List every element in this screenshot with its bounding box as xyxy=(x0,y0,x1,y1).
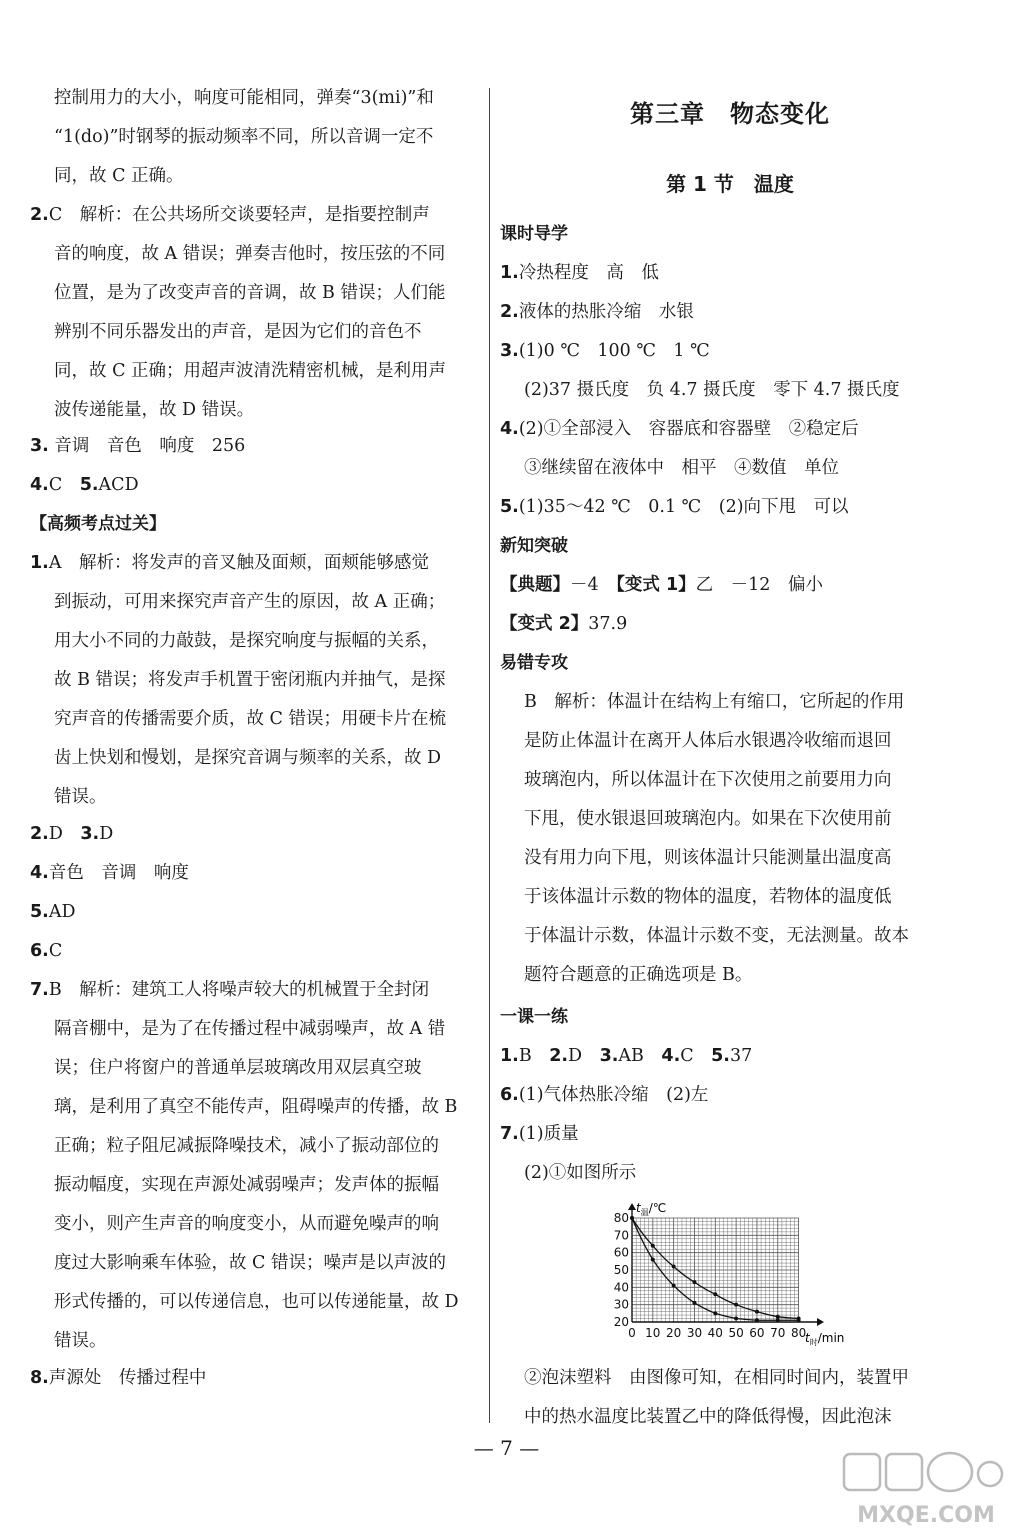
answer-item: 4.C 5.ACD xyxy=(30,475,139,495)
y-tick-label: 40 xyxy=(613,1280,629,1295)
text-line: 于该体温计示数的物体的温度，若物体的温度低 xyxy=(524,887,892,907)
text-line: 究声音的传播需要介质，故 C 错误；用硬卡片在梳 xyxy=(54,709,447,729)
section-heading: 易错专攻 xyxy=(500,653,568,673)
data-point xyxy=(734,1317,738,1321)
answer-item: 4.音色 音调 响度 xyxy=(30,863,189,883)
text-line: ③继续留在液体中 相平 ④数值 单位 xyxy=(524,458,839,478)
data-point xyxy=(651,1258,655,1262)
text-line: 辨别不同乐器发出的声音，是因为它们的音色不 xyxy=(54,322,422,342)
answer-item: 1.A 解析：将发声的音叉触及面颊，面颊能够感觉 xyxy=(30,553,429,573)
y-tick-label: 20 xyxy=(613,1315,629,1329)
text-line: 中的热水温度比装置乙中的降低得慢，因此泡沫 xyxy=(524,1407,892,1427)
text-line: (2)37 摄氏度 负 4.7 摄氏度 零下 4.7 摄氏度 xyxy=(524,380,900,400)
text-line: ②泡沫塑料 由图像可知，在相同时间内，装置甲 xyxy=(524,1368,909,1388)
data-point xyxy=(651,1244,655,1248)
section-heading: 【高频考点过关】 xyxy=(30,514,166,534)
answer-item: 1.冷热程度 高 低 xyxy=(500,263,659,283)
answer-item: 2.液体的热胀冷缩 水银 xyxy=(500,302,694,322)
text-line: 同，故 C 正确。 xyxy=(54,166,184,186)
x-tick-label: 20 xyxy=(666,1326,682,1340)
answer-item: 【变式 2】37.9 xyxy=(500,614,628,634)
section-heading: 新知突破 xyxy=(500,536,568,556)
answer-item: 5.AD xyxy=(30,902,76,922)
answer-item: 【典题】－4 【变式 1】乙 －12 偏小 xyxy=(500,575,823,595)
text-line: 下甩，使水银退回玻璃泡内。如果在下次使用前 xyxy=(524,809,892,829)
answer-item: 4.(2)①全部浸入 容器底和容器壁 ②稳定后 xyxy=(500,419,859,439)
text-line: B 解析：体温计在结构上有缩口，它所起的作用 xyxy=(524,692,905,712)
data-point xyxy=(692,1301,696,1305)
text-line: 控制用力的大小，响度可能相同，弹奏“3(mi)”和 xyxy=(54,88,434,108)
answer-item: 2.C 解析：在公共场所交谈要轻声，是指要控制声 xyxy=(30,205,430,225)
text-line: 齿上快划和慢划，是探究音调与频率的关系，故 D xyxy=(54,748,442,768)
page-number: — 7 — xyxy=(473,1436,540,1460)
x-tick-label: 0 xyxy=(628,1326,636,1340)
x-axis-label: $t_时/\min$ xyxy=(805,1331,845,1347)
text-line: 同，故 C 正确；用超声波清洗精密机械，是利用声 xyxy=(54,361,447,381)
y-tick-label: 80 xyxy=(613,1211,629,1225)
text-line: 位置，是为了改变声音的音调，故 B 错误；人们能 xyxy=(54,283,446,303)
text-line: 振动幅度，实现在声源处减弱噪声；发声体的振幅 xyxy=(54,1175,439,1195)
text-line: 形式传播的，可以传递信息，也可以传递能量，故 D xyxy=(54,1292,459,1312)
answer-item: 7.B 解析：建筑工人将噪声较大的机械置于全封闭 xyxy=(30,980,430,1000)
text-line: “1(do)”时钢琴的振动频率不同，所以音调一定不 xyxy=(54,127,434,147)
data-point xyxy=(672,1284,676,1288)
data-point xyxy=(776,1315,780,1319)
watermark-logo xyxy=(838,1450,1008,1532)
text-line: 是防止体温计在离开人体后水银遇冷收缩而退回 xyxy=(524,731,892,751)
answer-item: 6.(1)气体热胀冷缩 (2)左 xyxy=(500,1085,709,1105)
y-tick-label: 60 xyxy=(613,1245,629,1260)
column-divider xyxy=(489,88,490,1423)
answer-item: 6.C xyxy=(30,941,63,961)
data-point xyxy=(672,1265,676,1269)
data-point xyxy=(713,1311,717,1315)
section-heading: 课时导学 xyxy=(500,224,568,244)
answer-item: 8.声源处 传播过程中 xyxy=(30,1368,207,1388)
y-axis-label: $t_温/℃$ xyxy=(636,1202,667,1217)
answer-item: 3. 音调 音色 响度 256 xyxy=(30,436,246,456)
x-tick-label: 10 xyxy=(645,1326,661,1340)
text-line: 变小，则产生声音的响度变小，从而避免噪声的响 xyxy=(54,1214,439,1234)
text-line: 音的响度，故 A 错误；弹奏吉他时，按压弦的不同 xyxy=(54,244,446,264)
answer-item: 2.D 3.D xyxy=(30,824,114,844)
data-point xyxy=(692,1280,696,1284)
y-axis-arrow xyxy=(628,1203,636,1210)
text-line: 错误。 xyxy=(54,1331,107,1351)
answer-item: 3.(1)0 ℃ 100 ℃ 1 ℃ xyxy=(500,341,710,361)
x-tick-label: 60 xyxy=(749,1326,765,1340)
text-line: 故 B 错误；将发声手机置于密闭瓶内并抽气，是探 xyxy=(54,670,446,690)
y-tick-label: 30 xyxy=(613,1297,629,1312)
answer-item: 7.(1)质量 xyxy=(500,1124,579,1144)
watermark-text: MXQE.COM xyxy=(857,1503,995,1528)
data-point xyxy=(630,1216,634,1220)
text-line: 波传递能量，故 D 错误。 xyxy=(54,400,255,420)
x-tick-label: 30 xyxy=(686,1326,703,1340)
answer-item: 5.(1)35～42 ℃ 0.1 ℃ (2)向下甩 可以 xyxy=(500,497,849,517)
text-line: 正确；粒子阻尼减振降噪技术，减小了振动部位的 xyxy=(54,1136,439,1156)
temperature-time-chart xyxy=(600,1202,870,1350)
answer-item: 1.B 2.D 3.AB 4.C 5.37 xyxy=(500,1046,753,1066)
text-line: 错误。 xyxy=(54,787,107,807)
text-line: (2)①如图所示 xyxy=(524,1163,637,1183)
data-point xyxy=(734,1303,738,1307)
text-line: 玻璃泡内，所以体温计在下次使用之前要用力向 xyxy=(524,770,892,790)
x-tick-label: 50 xyxy=(728,1326,744,1340)
text-line: 题符合题意的正确选项是 B。 xyxy=(524,965,753,985)
section-heading: 一课一练 xyxy=(500,1007,568,1027)
y-tick-label: 50 xyxy=(613,1263,629,1277)
chart-grid xyxy=(632,1218,799,1322)
data-point xyxy=(713,1292,717,1296)
text-line: 用大小不同的力敲鼓，是探究响度与振幅的关系， xyxy=(54,631,439,651)
data-point xyxy=(776,1318,780,1322)
text-line: 隔音棚中，是为了在传播过程中减弱噪声，故 A 错 xyxy=(54,1019,446,1039)
text-line: 到振动，可用来探究声音产生的原因，故 A 正确； xyxy=(54,592,446,612)
chapter-title: 第三章 物态变化 xyxy=(630,100,830,128)
x-tick-label: 70 xyxy=(770,1326,786,1340)
x-tick-label: 40 xyxy=(707,1326,723,1340)
x-tick-label: 80 xyxy=(790,1326,807,1340)
text-line: 璃，是利用了真空不能传声，阻碍噪声的传播，故 B xyxy=(54,1097,458,1117)
x-axis-arrow xyxy=(817,1318,824,1326)
text-line: 没有用力向下甩，则该体温计只能测量出温度高 xyxy=(524,848,892,868)
text-line: 度过大影响乘车体验，故 C 错误；噪声是以声波的 xyxy=(54,1253,447,1273)
data-point xyxy=(755,1318,759,1322)
text-line: 误；住户将窗户的普通单层玻璃改用双层真空玻 xyxy=(54,1058,422,1078)
section-title: 第 1 节 温度 xyxy=(666,172,794,196)
text-line: 于体温计示数，体温计示数不变，无法测量。故本 xyxy=(524,926,909,946)
y-tick-label: 70 xyxy=(613,1228,629,1243)
data-point xyxy=(755,1310,759,1314)
data-point xyxy=(797,1318,801,1322)
